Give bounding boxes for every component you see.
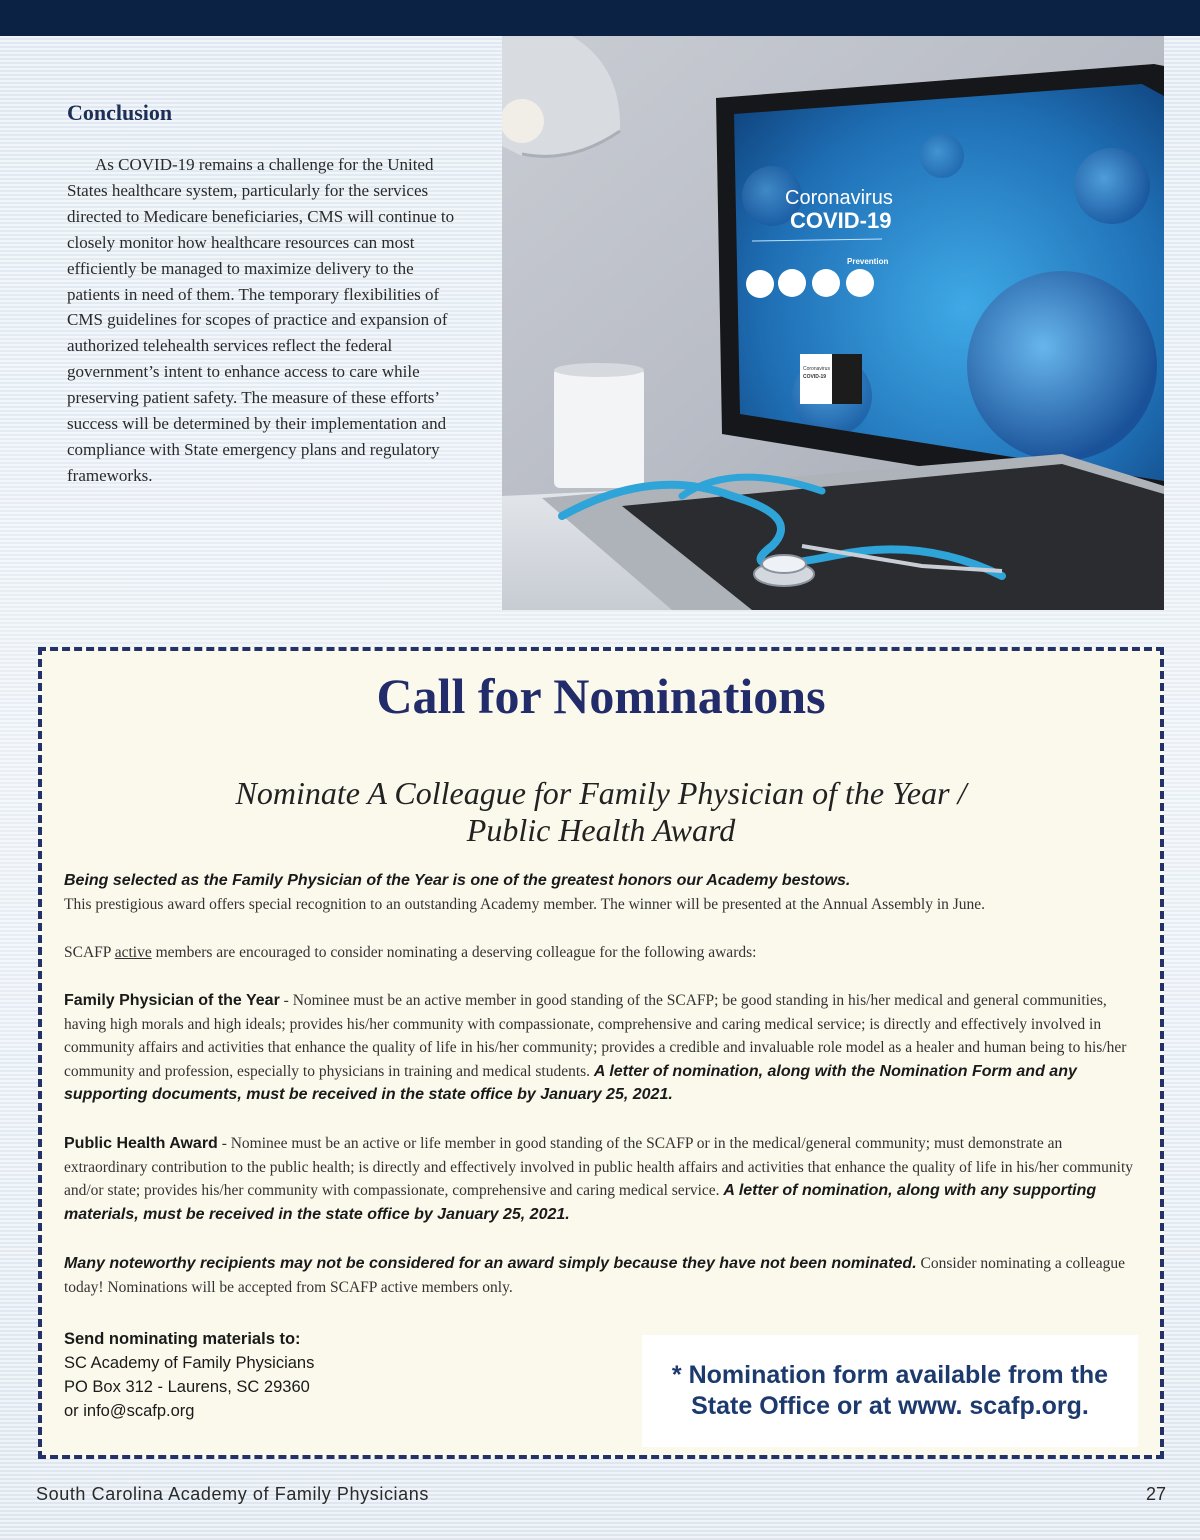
nomination-form-note (642, 1335, 1138, 1447)
send-heading: Send nominating materials to: (64, 1330, 301, 1348)
encourage-post: members are encouraged to consider nominating a deserving colleague for the following awards: (151, 944, 757, 961)
fp-deadline: A letter of nomination, along with the Nomination Form and any supporting documents, must be received in the state office by January 25, 2021. (64, 1062, 1077, 1103)
ph-deadline: A letter of nomination, along with any supporting materials, must be received in the state office by January 25, 2021. (64, 1182, 1097, 1223)
encourage-paragraph (64, 941, 1144, 965)
note-text: Consider nominating a colleague today! Nominations will be accepted from SCAFP active members only. (64, 1255, 1125, 1296)
form-note-text: * Nomination form available from the State Office or at www. scafp.org. (671, 1361, 1109, 1420)
encourage-pre: SCAFP (64, 944, 115, 961)
screen-title-2: COVID-19 (790, 208, 892, 233)
note-bold: Many noteworthy recipients may not be considered for an award simply because they have not been nominated. (64, 1255, 917, 1272)
screen-card-1: Coronavirus (803, 366, 830, 372)
nominations-subtitle (42, 775, 1160, 849)
ph-text: - Nominee must be an active or life member in good standing of the SCAFP or in the medical/general community; must demonstrate an extraordinary contribution to the public health; is directly and effectively involved in public health affairs and activities that enhance the quality of life in his/her community and/or state; provides his/her community with compassionate, comprehensive and caring medical service. (64, 1135, 1134, 1199)
encourage-active: active (114, 944, 152, 961)
fp-label: Family Physician of the Year (64, 992, 280, 1009)
subtitle-line-2: Public Health Award (466, 812, 736, 848)
conclusion-section (67, 100, 467, 489)
send-email: or info@scafp.org (64, 1402, 195, 1420)
laptop-stethoscope-photo (502, 36, 1164, 610)
screen-prevention: Prevention (847, 257, 889, 266)
send-line-1: SC Academy of Family Physicians (64, 1354, 315, 1372)
conclusion-heading: Conclusion (67, 100, 173, 125)
screen-title-1: Coronavirus (785, 187, 893, 209)
family-physician-paragraph (64, 989, 1144, 1107)
intro-paragraph (64, 869, 1144, 916)
public-health-paragraph (64, 1132, 1144, 1226)
send-line-2: PO Box 312 - Laurens, SC 29360 (64, 1378, 310, 1396)
call-for-nominations-box (38, 647, 1164, 1459)
noteworthy-paragraph (64, 1252, 1144, 1299)
conclusion-paragraph: As COVID-19 remains a challenge for the United States healthcare system, particularly for the services directed to Medicare beneficiaries, CMS will continue to closely monitor how healthcare resources can most efficiently be managed to maximize delivery to the patients in need of them. The temporary flexibilities of CMS guidelines for scopes of practice and expansion of authorized telehealth services reflect the federal government’s intent to enhance access to care while preserving patient safety. The measure of these efforts’ success will be determined by their implementation and compliance with State emergency plans and regulatory frameworks. (67, 155, 455, 485)
subtitle-line-1: Nominate A Colleague for Family Physician of the Year / (235, 775, 967, 811)
screen-card-2: COVID-19 (803, 374, 827, 380)
footer-organization: South Carolina Academy of Family Physicians (36, 1484, 429, 1504)
top-bar (0, 0, 1200, 36)
send-materials-block (64, 1327, 314, 1423)
page-number: 27 (1145, 1484, 1166, 1504)
fp-text: - Nominee must be an active member in good standing of the SCAFP; be good standing in his/her medical and general communities, having high morals and high ideals; provides his/her community with compassionate, comprehensive and caring medical service; is directly and effectively involved in community affairs and activities that enhance the quality of life in his/her community; provides a credible and invaluable role model as a healer and human being to his/her community and profession, especially to physicians in training and medical students. (64, 992, 1127, 1080)
nominations-title: Call for Nominations (376, 668, 826, 724)
intro-bold: Being selected as the Family Physician of the Year is one of the greatest honors our Academy bestows. (64, 872, 851, 889)
intro-text: This prestigious award offers special recognition to an outstanding Academy member. The winner will be presented at the Annual Assembly in June. (64, 895, 986, 913)
ph-label: Public Health Award (64, 1135, 218, 1152)
